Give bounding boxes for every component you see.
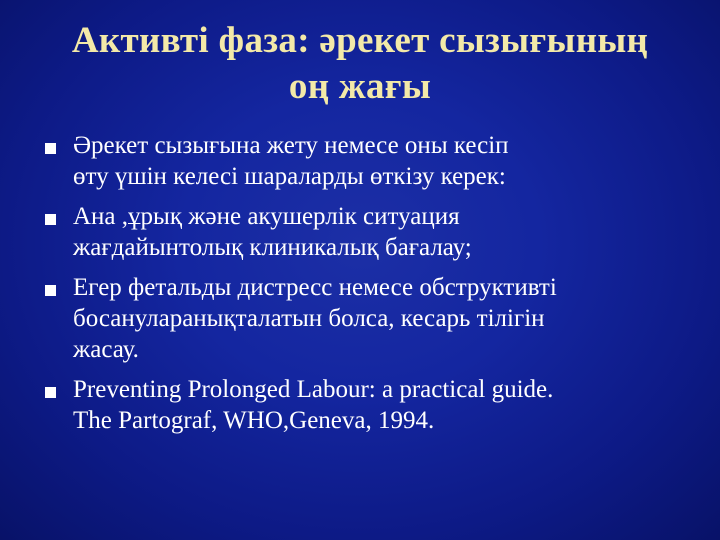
bullet-line: жасау. [73,336,139,363]
bullet-line: өту үшін келесі шараларды өткізу керек: [73,163,506,190]
slide-title-line-2: оң жағы [288,66,432,107]
bullet-text [73,201,695,263]
bullet-line: The Partograf, WHO,Geneva, 1994. [73,407,435,434]
slide-title [20,18,700,110]
square-bullet-icon [45,387,56,398]
bullet-line: Preventing Prolonged Labour: a practical guide. [73,376,554,403]
slide-title-line-1: Активті фаза: әрекет сызығының [71,20,649,61]
square-bullet-icon [45,214,56,225]
bullet-line: Әрекет сызығына жету немесе оны кесіп [73,132,509,159]
bullet-item-reference [45,374,695,436]
square-bullet-icon [45,285,56,296]
bullet-item-caesarean [45,272,695,365]
bullet-list [45,130,695,445]
square-bullet-icon [45,143,56,154]
bullet-text [73,130,695,192]
bullet-line: Ана ,ұрық және акушерлік ситуация [73,203,460,230]
bullet-item-action-line [45,130,695,192]
bullet-line: Егер фетальды дистресс немесе обструктивті [73,274,557,301]
bullet-item-assessment [45,201,695,263]
bullet-line: жағдайынтолық клиникалық бағалау; [73,234,472,261]
bullet-line: босануларанықталатын болса, кесарь тілігін [73,305,545,332]
bullet-text [73,374,695,436]
bullet-text [73,272,695,365]
